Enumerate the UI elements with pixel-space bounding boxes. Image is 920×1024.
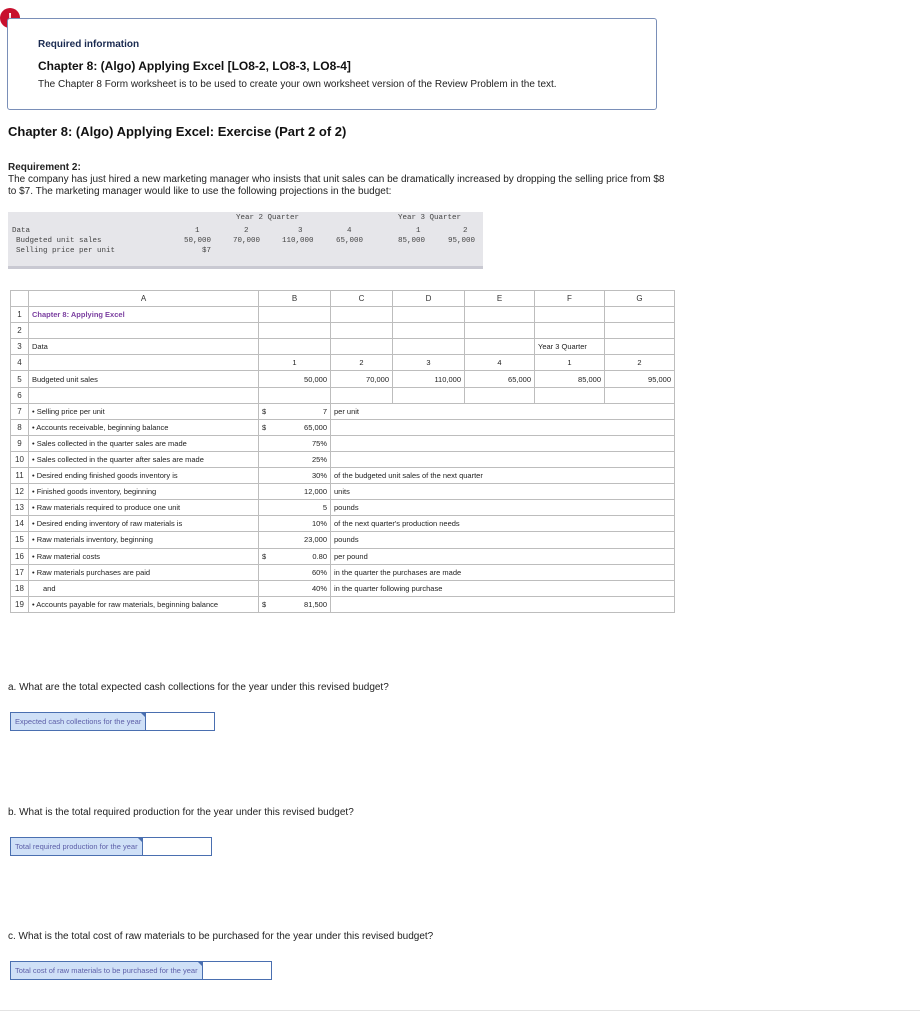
answer-c-input[interactable]: [202, 962, 271, 979]
mini-value: 85,000: [398, 237, 426, 245]
currency-cell: $: [259, 548, 275, 564]
answer-b-input[interactable]: [142, 838, 211, 855]
row-number: 5: [11, 371, 29, 387]
answer-b-label: Total required production for the year: [11, 838, 142, 855]
mini-price: $7: [202, 247, 212, 255]
assumption-value-cell[interactable]: 23,000: [275, 532, 331, 548]
assumption-label-cell[interactable]: • Accounts payable for raw materials, beginning balance: [29, 596, 259, 612]
row-number: 11: [11, 468, 29, 484]
assumption-value-cell[interactable]: 30%: [275, 468, 331, 484]
mini-value: 110,000: [282, 237, 314, 245]
row-number: 1: [11, 307, 29, 323]
mini-value: 95,000: [448, 237, 476, 245]
assumption-label-cell[interactable]: and: [29, 580, 259, 596]
table-row: [11, 339, 675, 355]
assumption-value-cell[interactable]: 7: [275, 403, 331, 419]
quarter-cell[interactable]: 3: [393, 355, 465, 371]
row-number: 16: [11, 548, 29, 564]
assumption-unit-cell[interactable]: [331, 596, 675, 612]
assumption-value-cell[interactable]: 0.80: [275, 548, 331, 564]
row-number: 9: [11, 435, 29, 451]
quarter-cell[interactable]: 4: [465, 355, 535, 371]
table-row: [11, 307, 675, 323]
quarter-cell[interactable]: 2: [331, 355, 393, 371]
row-number: 8: [11, 419, 29, 435]
column-header: C: [331, 291, 393, 307]
budget-value-cell[interactable]: 70,000: [331, 371, 393, 387]
question-a: a. What are the total expected cash collections for the year under this revised budget?: [8, 682, 389, 693]
column-header: B: [259, 291, 331, 307]
budget-value-cell[interactable]: 110,000: [393, 371, 465, 387]
spreadsheet: [10, 290, 675, 613]
mini-row2-label: Selling price per unit: [16, 247, 116, 255]
mini-quarter: 1: [195, 227, 200, 235]
requirement-label: Requirement 2:: [8, 162, 81, 173]
assumption-unit-cell[interactable]: units: [331, 484, 675, 500]
row-number: 10: [11, 451, 29, 467]
assumption-unit-cell[interactable]: [331, 435, 675, 451]
currency-cell: [259, 532, 275, 548]
assumption-label-cell[interactable]: • Raw material costs: [29, 548, 259, 564]
table-row: [11, 435, 675, 451]
answer-c-label: Total cost of raw materials to be purchased for the year: [11, 962, 202, 979]
row-number: 3: [11, 339, 29, 355]
assumption-value-cell[interactable]: 12,000: [275, 484, 331, 500]
budget-value-cell[interactable]: 50,000: [259, 371, 331, 387]
page-title: Chapter 8: (Algo) Applying Excel: Exercise (Part 2 of 2): [8, 124, 347, 139]
row-number: 7: [11, 403, 29, 419]
mini-value: 50,000: [184, 237, 212, 245]
currency-cell: [259, 468, 275, 484]
assumption-label-cell[interactable]: • Raw materials required to produce one unit: [29, 500, 259, 516]
row-number: 12: [11, 484, 29, 500]
column-header: E: [465, 291, 535, 307]
column-header: F: [535, 291, 605, 307]
table-row: [11, 564, 675, 580]
table-row: [11, 484, 675, 500]
year3-quarter-cell[interactable]: Year 3 Quarter: [535, 339, 605, 355]
table-row: [11, 451, 675, 467]
required-information-box: [7, 18, 657, 110]
row-number: 13: [11, 500, 29, 516]
data-label-cell[interactable]: Data: [29, 339, 259, 355]
budget-value-cell[interactable]: 85,000: [535, 371, 605, 387]
table-row: [11, 596, 675, 612]
row-number: 15: [11, 532, 29, 548]
assumption-value-cell[interactable]: 40%: [275, 580, 331, 596]
year2-header: Year 2 Quarter: [236, 214, 300, 222]
assumption-label-cell[interactable]: • Selling price per unit: [29, 403, 259, 419]
mini-row1-label: Budgeted unit sales: [16, 237, 102, 245]
quarter-cell[interactable]: 1: [259, 355, 331, 371]
table-row: [11, 387, 675, 403]
question-b: b. What is the total required production for the year under this revised budget?: [8, 807, 354, 818]
column-header: D: [393, 291, 465, 307]
info-text: The Chapter 8 Form worksheet is to be used to create your own worksheet version of the Review Problem in the text.: [38, 79, 557, 90]
assumption-unit-cell[interactable]: per pound: [331, 548, 675, 564]
table-row: [11, 323, 675, 339]
currency-cell: [259, 500, 275, 516]
row-number: 18: [11, 580, 29, 596]
assumption-label-cell[interactable]: • Finished goods inventory, beginning: [29, 484, 259, 500]
row-number: 2: [11, 323, 29, 339]
assumption-label-cell[interactable]: • Raw materials purchases are paid: [29, 564, 259, 580]
row-number: 19: [11, 596, 29, 612]
mini-quarter: 2: [244, 227, 249, 235]
assumption-label-cell[interactable]: • Desired ending finished goods inventory is: [29, 468, 259, 484]
assumption-value-cell[interactable]: 65,000: [275, 419, 331, 435]
column-header-row: [11, 291, 675, 307]
assumption-unit-cell[interactable]: [331, 451, 675, 467]
divider: [0, 1010, 920, 1011]
table-row: [11, 580, 675, 596]
assumption-value-cell[interactable]: 5: [275, 500, 331, 516]
answer-a-label: Expected cash collections for the year: [11, 713, 145, 730]
row-number: 14: [11, 516, 29, 532]
assumption-unit-cell[interactable]: of the next quarter's production needs: [331, 516, 675, 532]
currency-cell: [259, 451, 275, 467]
mini-quarter: 3: [298, 227, 303, 235]
info-label: Required information: [38, 39, 140, 50]
assumption-label-cell[interactable]: • Sales collected in the quarter after sales are made: [29, 451, 259, 467]
assumption-unit-cell[interactable]: pounds: [331, 532, 675, 548]
sheet-title-cell[interactable]: Chapter 8: Applying Excel: [29, 307, 259, 323]
row-number: 17: [11, 564, 29, 580]
info-title: Chapter 8: (Algo) Applying Excel [LO8-2, LO8-3, LO8-4]: [38, 59, 351, 73]
year3-header: Year 3 Quarter: [398, 214, 462, 222]
assumption-label-cell[interactable]: • Desired ending inventory of raw materials is: [29, 516, 259, 532]
answer-a-field: [10, 712, 215, 731]
currency-cell: $: [259, 596, 275, 612]
table-row: [11, 468, 675, 484]
table-row: [11, 548, 675, 564]
budget-value-cell[interactable]: 65,000: [465, 371, 535, 387]
assumption-unit-cell[interactable]: pounds: [331, 500, 675, 516]
table-row: [11, 419, 675, 435]
currency-cell: $: [259, 419, 275, 435]
projection-table: [8, 212, 483, 269]
mini-quarter: 4: [347, 227, 352, 235]
assumption-unit-cell[interactable]: in the quarter following purchase: [331, 580, 675, 596]
requirement-text: The company has just hired a new marketing manager who insists that unit sales can be dramatically increased by dropping the selling price from $8 to $7. The marketing manager would like to use the following projections in the budget:: [8, 174, 665, 197]
currency-cell: [259, 516, 275, 532]
assumption-value-cell[interactable]: 25%: [275, 451, 331, 467]
mini-value: 65,000: [336, 237, 364, 245]
table-row: [11, 371, 675, 387]
answer-b-field: [10, 837, 212, 856]
assumption-unit-cell[interactable]: in the quarter the purchases are made: [331, 564, 675, 580]
budget-value-cell[interactable]: 95,000: [605, 371, 675, 387]
row-number: 6: [11, 387, 29, 403]
corner-cell: [11, 291, 29, 307]
assumption-label-cell[interactable]: • Accounts receivable, beginning balance: [29, 419, 259, 435]
row-number: 4: [11, 355, 29, 371]
currency-cell: [259, 435, 275, 451]
quarter-cell[interactable]: 2: [605, 355, 675, 371]
currency-cell: [259, 580, 275, 596]
assumption-label-cell[interactable]: • Sales collected in the quarter sales are made: [29, 435, 259, 451]
currency-cell: [259, 484, 275, 500]
mini-value: 70,000: [233, 237, 261, 245]
assumption-unit-cell[interactable]: [331, 419, 675, 435]
table-row: [11, 516, 675, 532]
assumption-unit-cell[interactable]: of the budgeted unit sales of the next quarter: [331, 468, 675, 484]
answer-c-field: [10, 961, 272, 980]
table-row: [11, 500, 675, 516]
column-header: G: [605, 291, 675, 307]
budgeted-label-cell[interactable]: Budgeted unit sales: [29, 371, 259, 387]
table-row: [11, 355, 675, 371]
assumption-value-cell[interactable]: 81,500: [275, 596, 331, 612]
mini-quarter: 1: [416, 227, 421, 235]
question-c: c. What is the total cost of raw materials to be purchased for the year under this revised budget?: [8, 931, 434, 942]
assumption-value-cell[interactable]: 10%: [275, 516, 331, 532]
quarter-cell[interactable]: 1: [535, 355, 605, 371]
mini-quarter: 2: [463, 227, 468, 235]
currency-cell: [259, 564, 275, 580]
assumption-label-cell[interactable]: • Raw materials inventory, beginning: [29, 532, 259, 548]
mini-data-label: Data: [12, 227, 31, 235]
column-header: A: [29, 291, 259, 307]
assumption-value-cell[interactable]: 75%: [275, 435, 331, 451]
answer-a-input[interactable]: [145, 713, 214, 730]
currency-cell: $: [259, 403, 275, 419]
table-row: [11, 403, 675, 419]
table-row: [11, 532, 675, 548]
assumption-unit-cell[interactable]: per unit: [331, 403, 675, 419]
assumption-value-cell[interactable]: 60%: [275, 564, 331, 580]
